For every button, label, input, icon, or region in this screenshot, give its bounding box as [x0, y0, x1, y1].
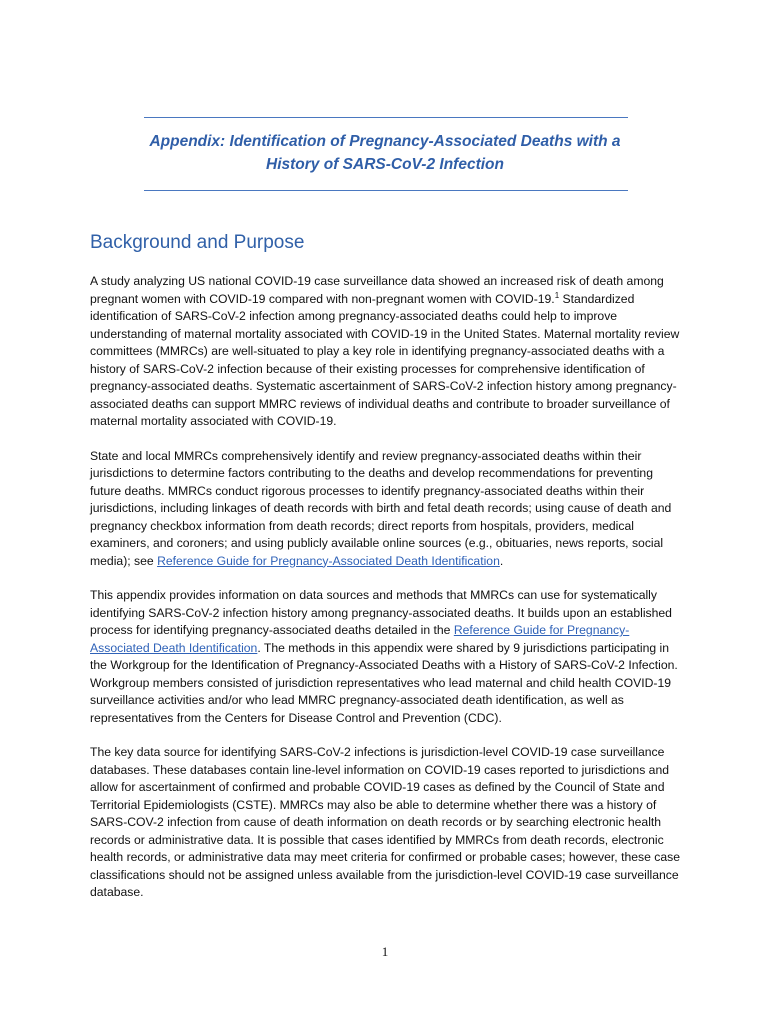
title-rule-top [144, 117, 628, 118]
reference-guide-link[interactable]: Reference Guide for Pregnancy-Associated Death Identification [157, 553, 500, 568]
paragraph-2-text-a: State and local MMRCs comprehensively identify and review pregnancy-associated deaths within their jurisdictions to determine factors contributing to the deaths and develop recommendations for preventing future deaths. MMRCs conduct rigorous processes to identify pregnancy-associated deaths within their jurisdictions, including linkages of death records with birth and fetal death records; using cause of death and pregnancy checkbox information from death records; direct reports from hospitals, providers, medical examiners, and coroners; and using publicly available online sources (e.g., obituaries, news reports, social media); see [90, 448, 672, 568]
paragraph-3-text-b: . The methods in this appendix were shared by 9 jurisdictions participating in the Workgroup for the Identification of Pregnancy-Associated Deaths with a History of SARS-CoV-2 Infection. Workgroup members consisted of jurisdiction representatives who lead maternal and child health COVID-19 surveillance activities and/or who lead MMRC pregnancy-associated death identification, as well as representatives from the Centers for Disease Control and Prevention (CDC). [90, 640, 678, 725]
paragraph-3-text-a: This appendix provides information on data sources and methods that MMRCs can use for systematically identifying SARS-CoV-2 infection history among pregnancy-associated deaths. It builds upon an established process for identifying pregnancy-associated deaths detailed in the [90, 588, 672, 637]
page-number: 1 [381, 944, 389, 959]
section-heading: Background and Purpose [90, 232, 305, 253]
title-rule-bottom [144, 190, 628, 191]
paragraph-2-text-b: . [499, 553, 504, 568]
paragraph-3 [90, 587, 682, 727]
paragraph-4: The key data source for identifying SARS-CoV-2 infections is jurisdiction-level COVID-19 case surveillance databases. These databases contain line-level information on COVID-19 cases reported to jurisdictions and allow for ascertainment of confirmed and probable COVID-19 cases as defined by the Council of State and Territorial Epidemiologists (CSTE). MMRCs may also be able to determine whether there was a history of SARS-COV-2 infection from cause of death information on death records or by searching electronic health records or administrative data. It is possible that cases identified by MMRCs from death records, electronic health records, or administrative data may meet criteria for confirmed or probable cases; however, these case classifications should not be assigned unless available from the jurisdiction-level COVID-19 case surveillance database. [90, 745, 681, 899]
footnote-ref: 1 [554, 290, 560, 300]
paragraph-1-text-b: Standardized identification of SARS-CoV-2 infection among pregnancy-associated deaths could help to improve understanding of maternal mortality associated with COVID-19 in the United States. Maternal mortality review committees (MMRCs) are well-situated to play a key role in identifying pregnancy-associated deaths with a history of SARS-CoV-2 infection because of their existing processes for comprehensive identification of pregnancy-associated deaths. Systematic ascertainment of SARS-CoV-2 infection history among pregnancy-associated deaths can support MMRC reviews of individual deaths and contribute to broader surveillance of maternal mortality associated with COVID-19. [90, 291, 680, 428]
paragraph-1-text-a: A study analyzing US national COVID-19 case surveillance data showed an increased risk of death among pregnant women with COVID-19 compared with non-pregnant women with COVID-19. [90, 274, 664, 306]
paragraph-1 [90, 273, 682, 431]
reference-guide-link-2[interactable]: Reference Guide for Pregnancy-Associated Death Identification [90, 623, 630, 655]
paragraph-2 [90, 448, 682, 571]
body-text [90, 273, 682, 919]
page-title [130, 130, 640, 176]
title-line-1: Appendix: Identification of Pregnancy-Associated Deaths with a [149, 133, 621, 150]
title-line-2: History of SARS-CoV-2 Infection [266, 156, 504, 173]
